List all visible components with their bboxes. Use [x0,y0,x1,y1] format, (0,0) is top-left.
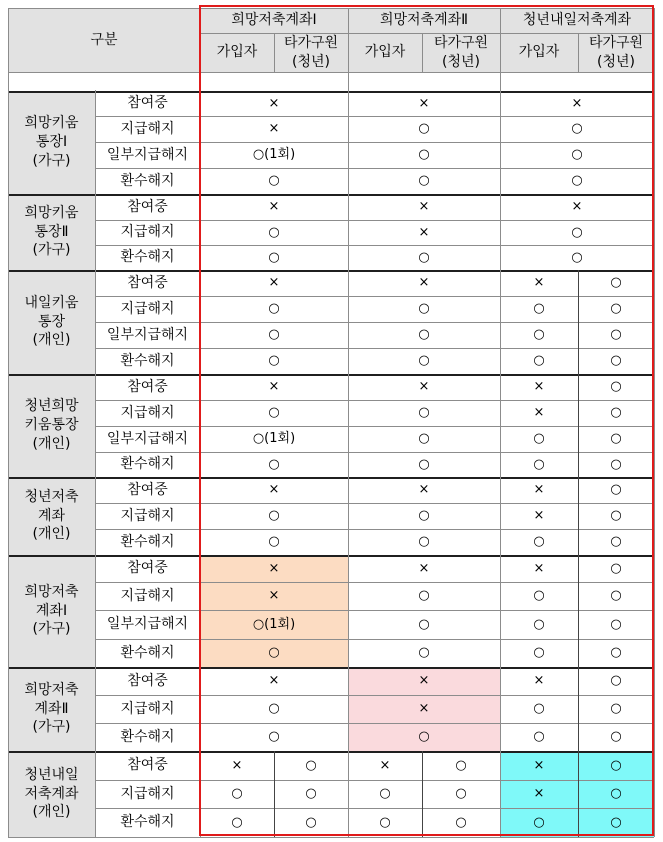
status-mark: ○ [418,534,430,550]
status-mark: × [268,121,280,137]
group-name-line: 계좌Ⅱ [34,700,69,717]
status-mark: ○ [418,508,430,524]
status-mark: ○ [533,729,545,745]
status-mark: × [418,673,430,689]
status-mark: ○ [418,588,430,604]
status-mark: ○ [268,534,280,550]
status-mark: × [418,379,430,395]
status-mark: ○ [268,645,280,661]
status-mark: ○ [455,814,467,830]
status-mark: ○ [533,701,545,717]
status-mark: ○ [533,616,545,632]
status-mark: × [533,508,545,524]
status-label: 지급해지 [120,700,175,717]
group-name-line: (개인) [32,804,71,821]
status-mark: ○ [305,757,317,773]
group-name-line: (개인) [32,332,71,349]
status-mark: ○ [418,249,430,265]
status-mark: ○ [455,757,467,773]
status-mark: ○ [610,616,622,632]
status-mark: × [418,560,430,576]
status-mark: ○ [418,121,430,137]
status-mark: ○ [533,431,545,447]
group-name-line: (개인) [32,526,71,543]
group-name-line: 희망키움 [24,115,79,132]
group-name [8,555,95,667]
status-mark: ○ [610,729,622,745]
status-mark: ○ [268,456,280,472]
status-mark: ○ [610,588,622,604]
status-mark: ○ [418,456,430,472]
status-mark: ○ [571,121,583,137]
header-account: 청년내일저축계좌 [500,8,654,33]
status-label: 참여중 [127,481,168,498]
group-name [8,194,95,270]
status-mark: ○ [610,786,622,802]
status-mark: × [268,673,280,689]
status-label: 지급해지 [120,785,175,802]
status-mark: ○ [268,508,280,524]
header-category: 구분 [8,8,200,72]
status-mark: ○ [418,301,430,317]
header-other-member [422,33,500,72]
status-mark: ○ [418,616,430,632]
header-other-member-line1: 타가구원 [433,34,489,51]
status-mark: ○ [571,173,583,189]
group-name-line: 희망키움 [24,204,79,221]
status-mark: ○ [610,534,622,550]
status-label: 환수해지 [120,352,175,369]
status-mark: ○ [268,301,280,317]
status-label: 환수해지 [120,249,175,266]
status-label: 참여중 [127,274,168,291]
status-mark: × [268,560,280,576]
group-name [8,477,95,555]
status-mark: ○ [571,147,583,163]
status-mark: ○ [610,405,622,421]
header-account: 희망저축계좌Ⅰ [200,8,348,33]
group-name-line: 청년저축 [24,488,79,505]
status-mark: × [571,95,583,111]
status-label: 지급해지 [120,300,175,317]
status-mark: ○ [610,327,622,343]
status-mark: ○ [610,482,622,498]
status-mark: ○ [418,645,430,661]
status-label: 참여중 [127,560,168,577]
status-mark: ○ [533,301,545,317]
header-subscriber: 가입자 [200,33,274,72]
status-mark: × [418,199,430,215]
status-mark: ○(1회) [252,431,296,447]
row-divider [8,837,654,838]
group-name-line: 계좌 [37,507,66,524]
group-name-line: 청년내일 [24,766,79,783]
status-mark: × [533,757,545,773]
status-label: 환수해지 [120,728,175,745]
group-name [8,270,95,374]
status-mark: × [418,95,430,111]
group-name-line: (가구) [32,719,71,736]
status-mark: ○ [268,701,280,717]
status-label: 지급해지 [120,507,175,524]
status-mark: × [533,673,545,689]
status-mark: ○ [418,173,430,189]
status-mark: ○ [379,786,391,802]
status-mark: ○ [533,534,545,550]
header-other-member-line2: (청년) [597,53,635,70]
status-mark: ○ [533,353,545,369]
group-name-line: 내일키움 [24,294,79,311]
status-mark: ○ [610,301,622,317]
group-name-line: 키움통장 [24,417,79,434]
status-label: 참여중 [127,378,168,395]
status-mark: ○ [533,456,545,472]
status-mark: ○ [418,405,430,421]
status-mark: × [418,482,430,498]
group-name [8,751,95,837]
header-other-member-line2: (청년) [442,53,480,70]
group-name [8,667,95,751]
group-name-line: 희망저축 [24,583,79,600]
status-mark: ○ [418,729,430,745]
status-mark: ○ [455,786,467,802]
header-subscriber: 가입자 [500,33,578,72]
status-mark: ○ [418,147,430,163]
status-label: 일부지급해지 [106,616,189,633]
status-label: 참여중 [127,95,168,112]
group-name-line: (가구) [32,621,71,638]
status-mark: ○ [610,757,622,773]
status-label: 환수해지 [120,533,175,550]
group-name-line: 통장Ⅱ [34,223,69,240]
group-name-line: 희망저축 [24,681,79,698]
status-mark: × [268,275,280,291]
status-mark: ○ [418,327,430,343]
status-mark: × [268,482,280,498]
status-mark: ○ [571,249,583,265]
status-mark: ○ [268,405,280,421]
group-name-line: 통장 [37,313,66,330]
status-mark: × [418,224,430,240]
status-mark: ○ [533,588,545,604]
status-mark: ○ [533,814,545,830]
status-label: 참여중 [127,672,168,689]
status-mark: ○ [418,353,430,369]
status-mark: ○ [418,431,430,447]
status-label: 환수해지 [120,814,175,831]
status-mark: × [571,199,583,215]
status-mark: ○ [231,814,243,830]
status-mark: ○ [610,379,622,395]
header-subscriber: 가입자 [348,33,422,72]
status-mark: × [533,379,545,395]
status-label: 일부지급해지 [106,326,189,343]
status-mark: ○ [305,814,317,830]
status-mark: × [533,560,545,576]
status-mark: ○ [610,456,622,472]
status-label: 지급해지 [120,404,175,421]
status-mark: ○ [305,786,317,802]
status-mark: ○ [610,560,622,576]
status-label: 참여중 [127,198,168,215]
status-mark: ○ [379,814,391,830]
status-mark: × [268,199,280,215]
status-mark: × [533,275,545,291]
status-mark: × [533,482,545,498]
status-mark: ○ [268,729,280,745]
status-mark: × [533,786,545,802]
header-account: 희망저축계좌Ⅱ [348,8,500,33]
group-name-line: 계좌Ⅰ [35,602,68,619]
status-label: 환수해지 [120,644,175,661]
status-mark: ○ [268,224,280,240]
status-mark: ○ [610,814,622,830]
status-label: 지급해지 [120,120,175,137]
group-name-line: 통장Ⅰ [35,134,68,151]
header-other-member [274,33,348,72]
group-name-line: 청년희망 [24,398,79,415]
header-other-member-line1: 타가구원 [588,34,644,51]
status-mark: ○ [610,673,622,689]
column-divider [654,8,655,837]
status-mark: × [268,95,280,111]
status-mark: ○ [268,173,280,189]
status-mark: ○ [268,249,280,265]
status-mark: ○ [533,327,545,343]
status-mark: ○ [268,327,280,343]
status-mark: ○ [231,786,243,802]
status-mark: × [268,379,280,395]
status-mark: × [533,405,545,421]
group-name [8,91,95,194]
header-other-member-line2: (청년) [292,53,330,70]
status-mark: ○ [610,645,622,661]
group-name [8,374,95,477]
status-mark: ○ [610,353,622,369]
status-mark: × [231,757,243,773]
status-label: 환수해지 [120,456,175,473]
status-mark: ○ [610,701,622,717]
status-label: 일부지급해지 [106,146,189,163]
status-label: 참여중 [127,757,168,774]
status-label: 지급해지 [120,224,175,241]
status-label: 지급해지 [120,587,175,604]
gap-row [8,72,654,90]
status-mark: ○(1회) [252,147,296,163]
status-mark: ○ [268,353,280,369]
status-mark: × [268,588,280,604]
status-label: 환수해지 [120,172,175,189]
status-mark: ○ [533,645,545,661]
status-label: 일부지급해지 [106,430,189,447]
group-name-line: (가구) [32,152,71,169]
status-mark: ○ [610,508,622,524]
status-mark: × [418,275,430,291]
status-mark: × [418,701,430,717]
header-other-member [578,33,654,72]
status-mark: ○ [571,224,583,240]
group-name-line: (개인) [32,435,71,452]
status-mark: ○ [610,275,622,291]
status-mark: × [379,757,391,773]
group-name-line: (가구) [32,242,71,259]
group-name-line: 저축계좌 [24,785,79,802]
header-other-member-line1: 타가구원 [283,34,339,51]
status-mark: ○ [610,431,622,447]
status-mark: ○(1회) [252,616,296,632]
